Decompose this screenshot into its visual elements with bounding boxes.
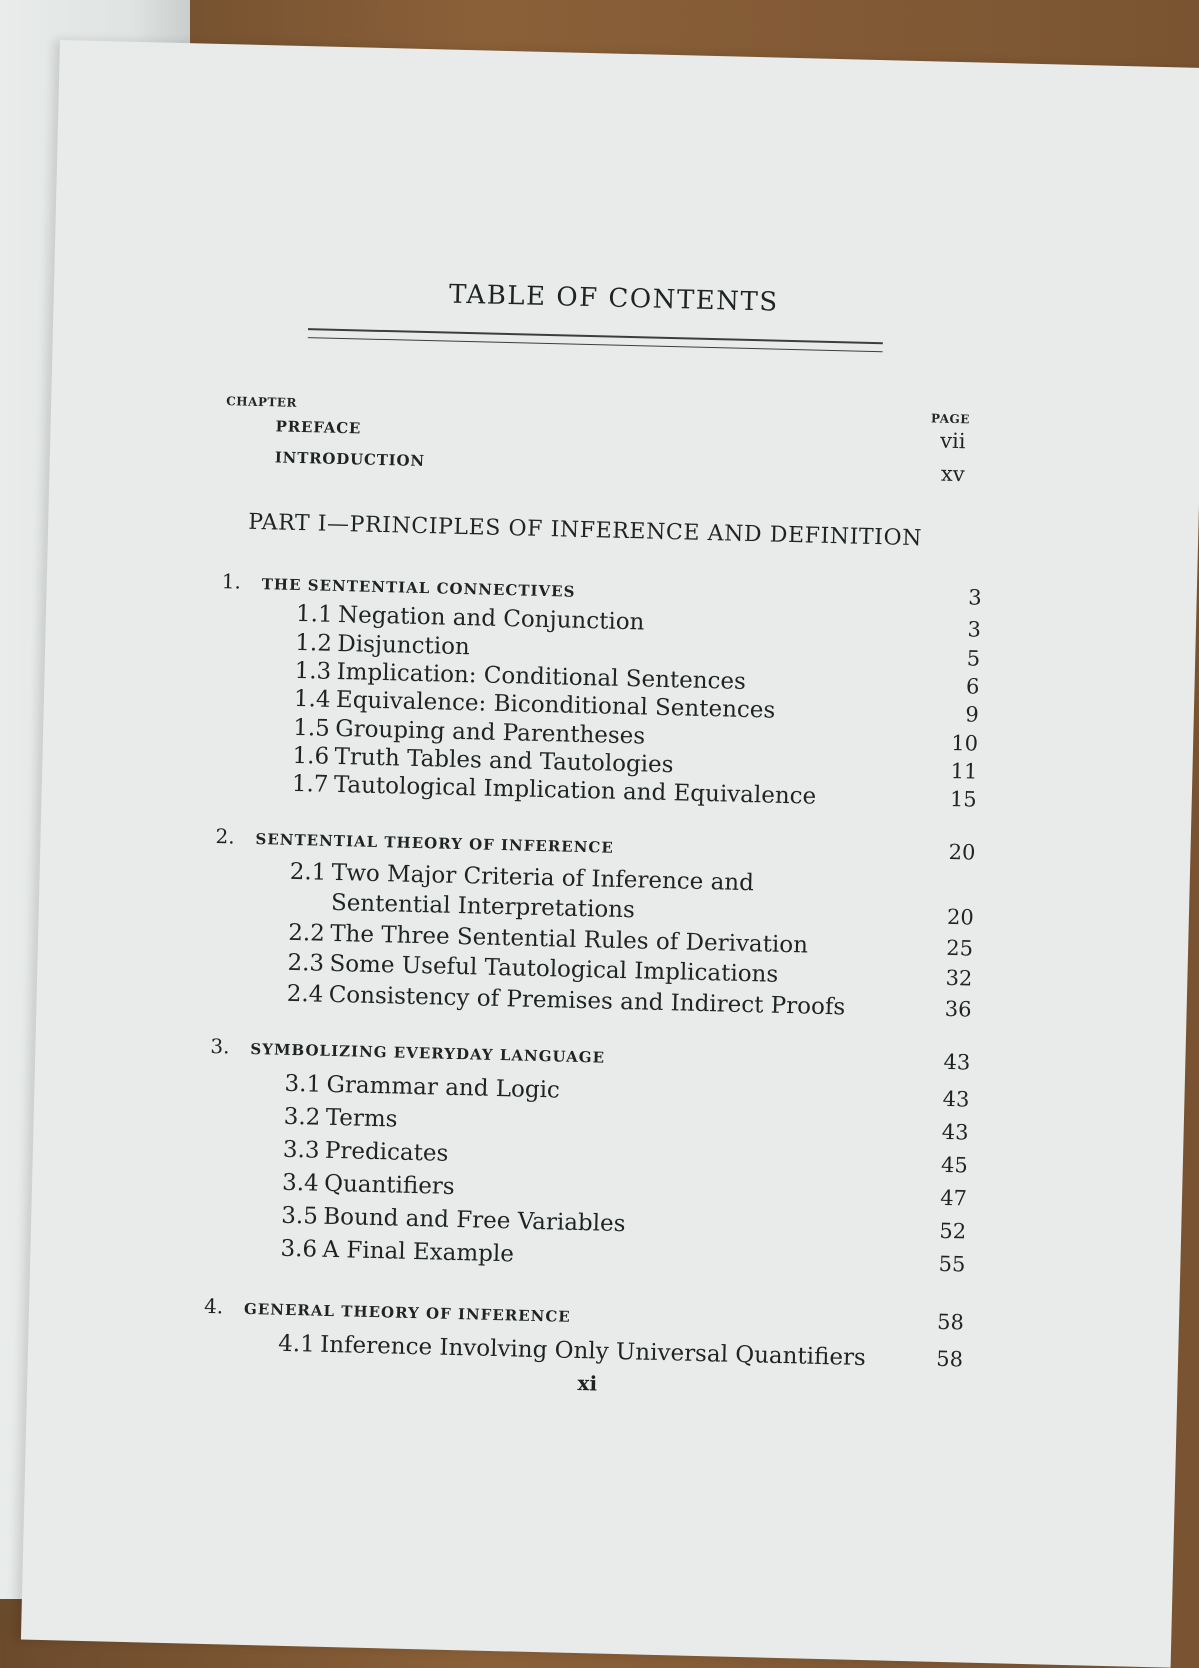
toc-page-introduction: xv [940, 461, 965, 487]
part-heading: PART I—PRINCIPLES OF INFERENCE AND DEFINITION [247, 509, 923, 552]
section-title: Equivalence: Biconditional Sentences [335, 687, 776, 724]
chapter-heading [222, 569, 576, 602]
chapter-title: SYMBOLIZING EVERYDAY LANGUAGE [250, 1039, 606, 1067]
section-entry [281, 1203, 626, 1237]
chapter-number: 1. [221, 569, 242, 594]
chapter-title: GENERAL THEORY OF INFERENCE [243, 1299, 571, 1326]
section-page-number: 5 [966, 645, 981, 671]
section-page-number: 3 [967, 617, 982, 642]
section-page-number: 58 [936, 1346, 964, 1372]
chapter-page-number: 20 [948, 839, 976, 865]
page-title: TABLE OF CONTENTS [448, 279, 779, 318]
section-number: 1.1 [295, 601, 333, 629]
section-number: 1.6 [292, 742, 330, 770]
section-number: 3.5 [281, 1202, 319, 1230]
section-page-number: 43 [942, 1086, 970, 1112]
chapter-title: THE SENTENTIAL CONNECTIVES [261, 575, 576, 601]
section-title: A Final Example [322, 1236, 515, 1268]
section-title: Bound and Free Variables [323, 1203, 626, 1238]
page-folio: xi [577, 1371, 598, 1396]
section-page-number: 47 [939, 1185, 968, 1211]
section-number: 3.2 [283, 1103, 321, 1131]
section-number: 3.3 [282, 1136, 320, 1164]
section-number: 1.7 [291, 770, 329, 798]
section-page-number: 25 [946, 935, 974, 961]
section-entry [283, 1104, 397, 1133]
chapter-column-header: CHAPTER [226, 394, 298, 410]
section-title: Tautological Implication and Equivalence [333, 772, 817, 810]
section-entry [280, 1236, 514, 1268]
section-page-number: 9 [965, 702, 980, 727]
chapter-heading [210, 1034, 605, 1068]
chapter-number: 4. [203, 1293, 224, 1319]
section-number: 2.1 [289, 858, 327, 886]
section-page-number: 15 [949, 787, 978, 812]
toc-entry-introduction: INTRODUCTION [274, 448, 426, 471]
chapter-title: SENTENTIAL THEORY OF INFERENCE [255, 830, 615, 857]
section-page-number: 20 [946, 904, 975, 930]
chapter-page-number: 43 [943, 1049, 971, 1075]
title-rule [308, 328, 883, 352]
section-title-continuation: Sentential Interpretations [330, 889, 636, 924]
section-page-number: 36 [944, 996, 972, 1022]
section-title: Consistency of Premises and Indirect Proofs [328, 981, 846, 1020]
section-number: 1.2 [295, 629, 333, 657]
section-title: Disjunction [337, 630, 471, 660]
section-page-number: 11 [950, 758, 978, 784]
section-number: 4.1 [277, 1330, 316, 1358]
section-title: Implication: Conditional Sentences [336, 658, 747, 695]
section-title: Grammar and Logic [326, 1071, 561, 1104]
section-page-number: 10 [951, 730, 979, 756]
section-entry [295, 630, 470, 660]
section-entry [282, 1170, 455, 1200]
section-entry [284, 1071, 560, 1104]
section-number: 1.5 [292, 714, 331, 742]
chapter-heading [204, 1294, 571, 1327]
book-page [21, 40, 1199, 1668]
section-title: Terms [325, 1104, 398, 1133]
section-title: Some Useful Tautological Implications [329, 950, 779, 988]
page-column-header: PAGE [930, 411, 971, 427]
section-title: The Three Sentential Rules of Derivation [329, 920, 809, 959]
section-title: Predicates [324, 1137, 449, 1167]
section-page-number: 55 [938, 1251, 966, 1277]
chapter-page-number: 3 [967, 585, 982, 610]
toc-entry-preface: PREFACE [275, 417, 362, 438]
chapter-number: 2. [215, 824, 235, 849]
section-title: Grouping and Parentheses [334, 715, 646, 750]
section-number: 2.3 [287, 949, 325, 977]
section-number: 2.2 [287, 919, 326, 947]
section-entry [292, 771, 817, 810]
section-number: 3.4 [281, 1169, 320, 1197]
section-entry [278, 1331, 866, 1371]
section-entry [283, 1137, 449, 1167]
section-title: Truth Tables and Tautologies [334, 743, 674, 778]
section-page-number: 52 [939, 1218, 967, 1244]
section-title: Inference Involving Only Universal Quantifiers [319, 1331, 867, 1372]
section-page-number: 32 [945, 965, 973, 991]
section-page-number: 6 [965, 674, 980, 699]
section-title: Two Major Criteria of Inference and [331, 859, 755, 896]
section-number: 1.3 [294, 657, 332, 685]
chapter-number: 3. [210, 1033, 230, 1059]
section-title: Quantifiers [323, 1170, 455, 1200]
chapter-page-number: 58 [936, 1309, 965, 1335]
section-page-number: 43 [941, 1119, 969, 1145]
section-number: 3.1 [284, 1070, 322, 1098]
section-title: Negation and Conjunction [337, 602, 645, 636]
toc-page-preface: vii [939, 428, 966, 454]
section-number: 3.6 [280, 1235, 318, 1263]
section-number: 2.4 [286, 980, 324, 1008]
chapter-heading [215, 824, 614, 858]
section-number: 1.4 [293, 686, 331, 713]
section-page-number: 45 [940, 1152, 969, 1178]
